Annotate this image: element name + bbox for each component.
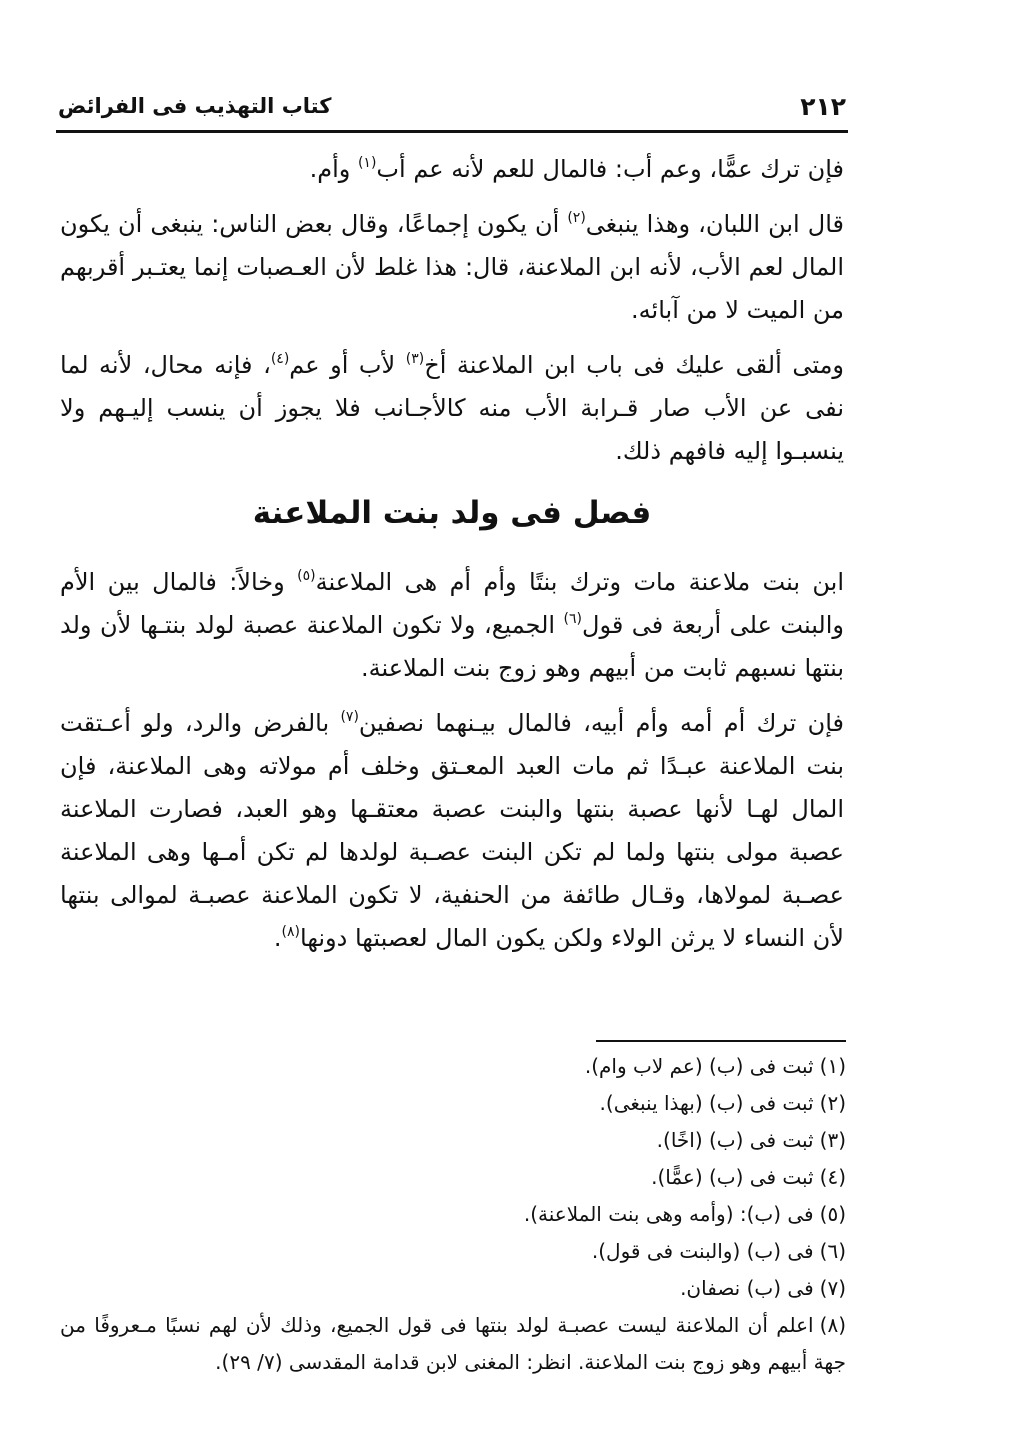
paragraph-1 xyxy=(60,148,844,191)
text-segment: ، فإنه محال، لأنه لما نفى عن الأب صار قـرابة الأب منه كالأجـانب فلا يجوز أن ينسب إليـهم ولا ينسبـوا إليه فافهم ذلك. xyxy=(60,351,844,465)
footnote-5 xyxy=(60,1196,846,1233)
footnote-text: ثبت فى (ب) (عمًّا). xyxy=(651,1165,814,1189)
footnote-mark-1: (١) xyxy=(357,155,377,171)
running-title: كتاب التهذيب فى الفرائض xyxy=(58,94,332,118)
footnote-number: (٢) xyxy=(819,1091,846,1115)
text-segment: ومتى ألقى عليك فى باب ابن الملاعنة أخ xyxy=(424,351,845,379)
footnote-number: (٦) xyxy=(819,1239,846,1263)
footnote-1 xyxy=(60,1048,846,1085)
footnote-7 xyxy=(60,1270,846,1307)
main-text xyxy=(60,148,844,972)
footnote-6 xyxy=(60,1233,846,1270)
text-segment: لأب أو عم xyxy=(289,351,406,379)
text-segment: ابن بنت ملاعنة مات وترك بنتًا وأم أم هى الملاعنة xyxy=(315,568,845,596)
header-rule xyxy=(56,130,848,133)
paragraph-4 xyxy=(60,561,844,690)
footnote-number: (٨) xyxy=(819,1313,846,1337)
text-segment: فإن ترك أم أمه وأم أبيه، فالمال بيـنهما نصفين xyxy=(358,709,844,737)
footnote-number: (٧) xyxy=(819,1276,846,1300)
footnote-mark-8: (٨) xyxy=(281,924,300,940)
footnotes xyxy=(60,1048,846,1381)
footnote-text: ثبت فى (ب) (بهذا ينبغى). xyxy=(599,1091,814,1115)
text-segment: فإن ترك عمًّا، وعم أب: فالمال للعم لأنه عم أب xyxy=(376,155,844,183)
section-heading: فصل فى ولد بنت الملاعنة xyxy=(252,495,652,531)
footnote-number: (١) xyxy=(819,1054,846,1078)
text-segment: وخالاً: فالمال بين الأم والبنت على أربعة فى قول xyxy=(60,568,845,639)
footnote-text: فى (ب) نصفان. xyxy=(680,1276,814,1300)
footnote-text: فى (ب) (والبنت فى قول). xyxy=(591,1239,814,1263)
paragraph-2 xyxy=(60,203,844,332)
footnote-text: اعلم أن الملاعنة ليست عصبـة لولد بنتها فى قول الجميع، وذلك لأن لهم نسبًا مـعروفًا من جهة أبيهم وهو زوج بنت الملاعنة. انظر: المغنى لابن قدامة المقدسى (٧/ ٢٩). xyxy=(60,1313,846,1374)
footnote-text: فى (ب): (وأمه وهى بنت الملاعنة). xyxy=(523,1202,814,1226)
text-segment: قال ابن اللبان، وهذا ينبغى xyxy=(585,210,844,238)
text-segment: بالفرض والرد، ولو أعـتقت بنت الملاعنة عبـدًا ثم مات العبد المعـتق وخلف أم مولاته وهى الملاعنة، فإن المال لهـا لأنها عصبة بنتها والبنت عصبة معتقـها وهو العبد، فصارت الملاعنة عصبة مولى بنتها ولما لم تكن البنت عصـبة لولدها لم تكن أمـها وهى الملاعنة عصـبة لمولاها، وقـال طائفة من الحنفية، لا تكون الملاعنة عصبـة لموالى بنتها لأن النساء لا يرثن الولاء ولكن يكون المال لعصبتها دونها xyxy=(60,709,844,952)
paragraph-5 xyxy=(60,702,844,960)
paragraph-3 xyxy=(60,344,844,473)
footnote-mark-4: (٤) xyxy=(270,351,290,367)
footnote-4 xyxy=(60,1159,846,1196)
footnote-mark-6: (٦) xyxy=(563,611,583,627)
footnote-text: ثبت فى (ب) (عم لاب وام). xyxy=(584,1054,814,1078)
running-header xyxy=(58,92,846,132)
text-segment: . xyxy=(273,924,282,952)
text-segment: أن يكون إجماعًا، وقال بعض الناس: ينبغى أن يكون المال لعم الأب، لأنه ابن الملاعنة، قال: هذا غلط لأن العـصبات إنما يعتـبر أقربهم من الميت لا من آبائه. xyxy=(60,210,844,324)
footnote-mark-3: (٣) xyxy=(405,351,425,367)
text-segment: وأم. xyxy=(309,155,358,183)
footnote-3 xyxy=(60,1122,846,1159)
footnote-mark-5: (٥) xyxy=(297,568,316,584)
footnote-number: (٥) xyxy=(819,1202,846,1226)
footnote-8 xyxy=(60,1307,846,1381)
footnote-mark-2: (٢) xyxy=(567,210,586,226)
footnote-separator xyxy=(596,1040,846,1042)
footnote-number: (٣) xyxy=(819,1128,846,1152)
footnote-number: (٤) xyxy=(819,1165,846,1189)
text-segment: الجميع، ولا تكون الملاعنة عصبة لولد بنتـها لأن ولد بنتها نسبهم ثابت من أبيهم وهو زوج بنت الملاعنة. xyxy=(60,611,844,682)
footnote-2 xyxy=(60,1085,846,1122)
footnote-mark-7: (٧) xyxy=(340,709,359,725)
footnote-text: ثبت فى (ب) (اخًا). xyxy=(656,1128,814,1152)
page-number: ٢١٢ xyxy=(800,92,846,121)
